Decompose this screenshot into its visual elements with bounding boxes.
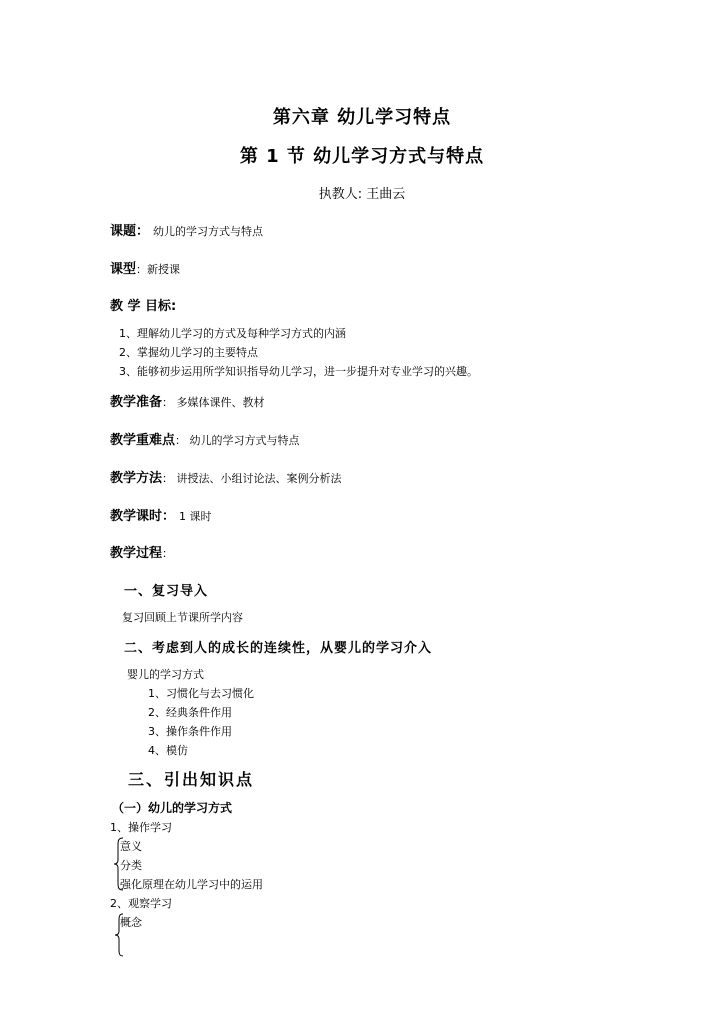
topic-value: 幼儿的学习方式与特点 — [153, 225, 264, 238]
objective-item: 3、能够初步运用所学知识指导幼儿学习，进一步提升对专业学习的兴趣。 — [119, 365, 478, 378]
lesson-type-label: 课型 — [110, 262, 137, 277]
section2-heading: 二、考虑到人的成长的连续性，从婴儿的学习介入 — [124, 641, 433, 656]
objectives-label: 教 学 目标: — [110, 299, 177, 314]
lesson-type-row — [110, 258, 180, 277]
process-label: 教学过程 — [110, 546, 163, 561]
topic-row — [110, 220, 263, 239]
methods-value: ： 讲授法、小组讨论法、案例分析法 — [162, 472, 342, 485]
process-suffix: ： — [162, 547, 174, 560]
observation-item: 概念 — [120, 916, 142, 929]
teacher-line: 执教人: 王曲云 — [318, 187, 406, 202]
operation-item: 强化原理在幼儿学习中的运用 — [120, 878, 263, 891]
section2-item: 4、模仿 — [148, 744, 188, 757]
section2-item: 3、操作条件作用 — [148, 725, 232, 738]
section2-item: 2、经典条件作用 — [148, 706, 232, 719]
chapter-title: 第六章 幼儿学习特点 — [272, 107, 452, 128]
lesson-type-value: ：新授课 — [136, 263, 181, 276]
methods-row — [110, 467, 342, 486]
operation-learning-title: 1、操作学习 — [110, 821, 172, 834]
hours-row — [110, 505, 212, 524]
key-points-label: 教学重难点 — [110, 433, 176, 448]
section1-text: 复习回顾上节课所学内容 — [122, 611, 243, 624]
process-row — [110, 542, 173, 561]
section3-heading: 三、引出知识点 — [128, 770, 255, 789]
operation-item: 意义 — [120, 840, 142, 853]
key-points-value: ： 幼儿的学习方式与特点 — [175, 434, 300, 447]
observation-learning-title: 2、观察学习 — [110, 897, 172, 910]
objective-item: 2、掌握幼儿学习的主要特点 — [119, 346, 258, 359]
objective-item: 1、理解幼儿学习的方式及每种学习方式的内涵 — [119, 327, 346, 340]
methods-label: 教学方法 — [110, 471, 163, 486]
preparation-label: 教学准备 — [110, 395, 163, 410]
section1-heading: 一、复习导入 — [124, 584, 209, 599]
section-title: 第 1 节 幼儿学习方式与特点 — [239, 146, 485, 167]
section2-item: 1、习惯化与去习惯化 — [148, 687, 254, 700]
section3-subheading: （一）幼儿的学习方式 — [112, 801, 233, 815]
operation-item: 分类 — [120, 859, 142, 872]
preparation-row — [110, 391, 265, 410]
topic-label: 课题： — [110, 224, 150, 239]
key-points-row — [110, 429, 300, 448]
section2-intro: 婴儿的学习方式 — [127, 668, 204, 681]
preparation-value: ： 多媒体课件、教材 — [162, 396, 265, 409]
hours-value: 1 课时 — [179, 510, 212, 523]
hours-label: 教学课时： — [110, 509, 176, 524]
